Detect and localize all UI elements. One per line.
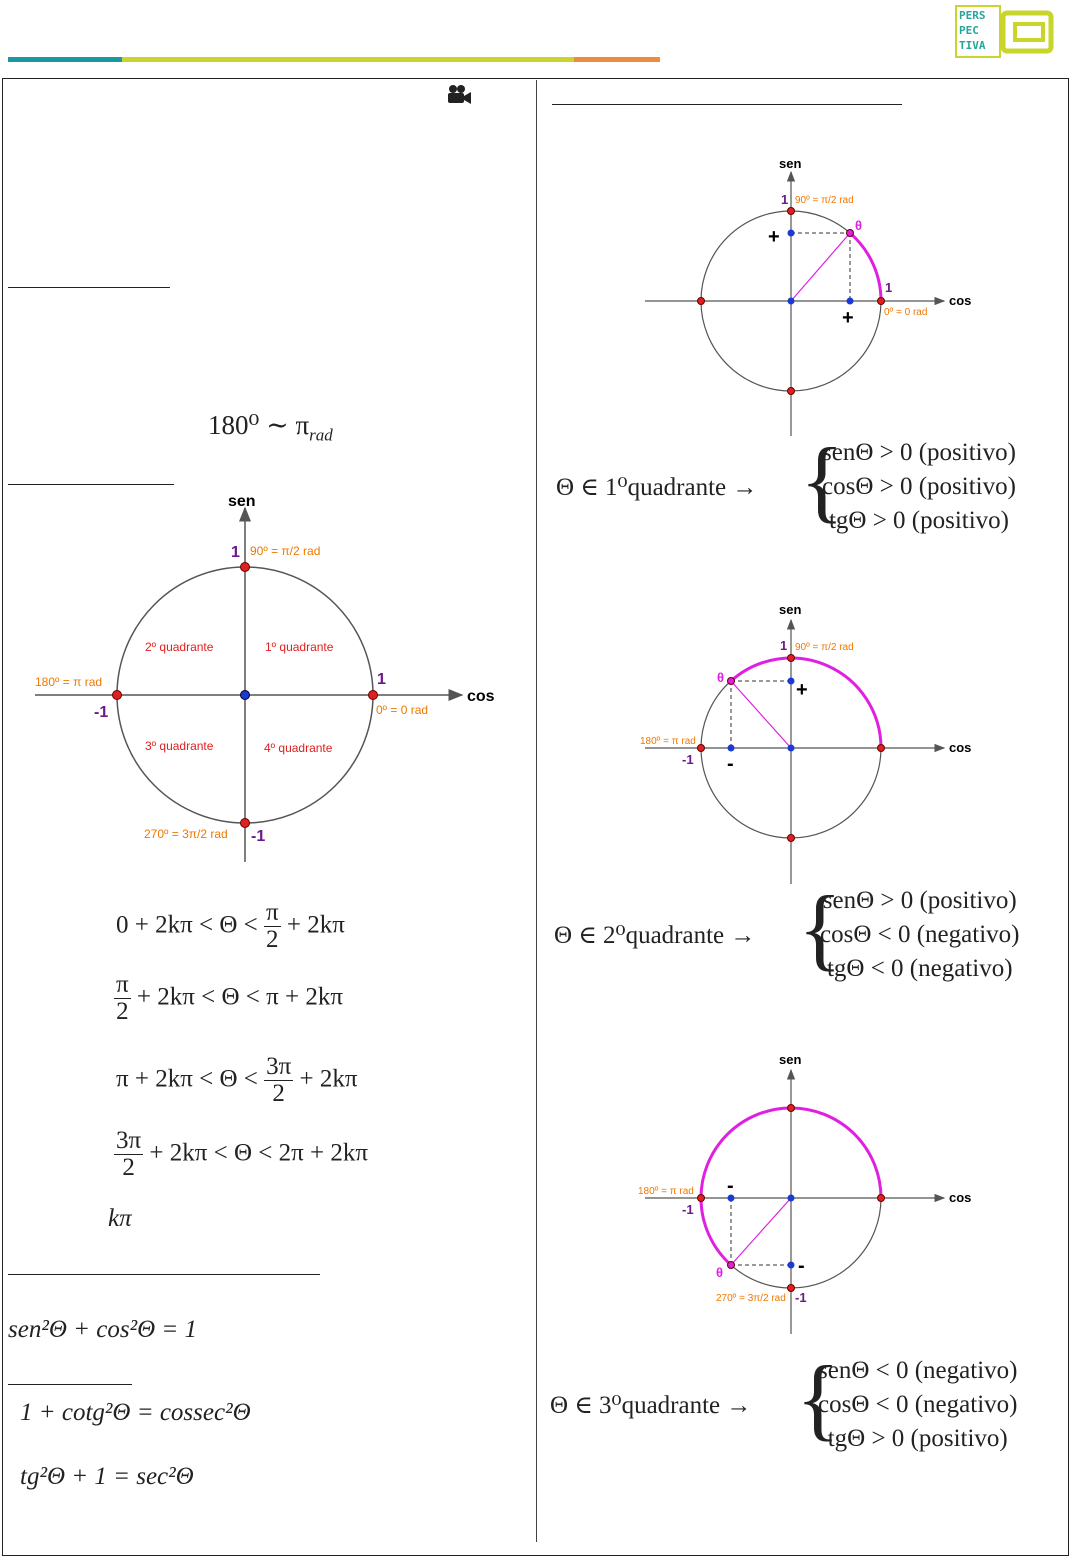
perspectiva-logo [955, 5, 1055, 59]
c2-minus-x: - [727, 753, 734, 775]
label-180: 180º = π rad [35, 675, 103, 689]
ineq4-b: + 2kπ < Θ < 2π + 2kπ [149, 1139, 368, 1167]
header-bar-orange [574, 57, 660, 62]
ineq1-num: π [265, 899, 279, 926]
c2-plus-y: + [796, 679, 808, 701]
q3-rows [818, 1354, 1017, 1456]
minus-one-left-label: -1 [94, 704, 109, 721]
one-right-label: 1 [377, 671, 386, 688]
label-0: 0º = 0 rad [376, 703, 429, 717]
c2-minus-one: -1 [682, 752, 694, 767]
ineq4-num: 3π [116, 1127, 142, 1154]
ineq4-frac [114, 1128, 143, 1182]
c2-sen: sen [779, 602, 802, 617]
underline-4 [8, 1384, 132, 1385]
circle-second-quadrant [636, 598, 980, 888]
label-270: 270º = 3π/2 rad [144, 827, 228, 841]
q3-row-sen: senΘ < 0 (negativo) [818, 1357, 1018, 1384]
label-90: 90º = π/2 rad [250, 544, 321, 558]
point-180 [113, 691, 122, 700]
ineq2-num: π [116, 971, 129, 998]
underline-3 [8, 1274, 320, 1275]
quadrant-1-signs [556, 429, 1066, 546]
c1-plus-y: + [768, 226, 780, 248]
ineq3-b: + 2kπ [299, 1065, 358, 1093]
inequality-q2 [114, 972, 343, 1026]
inequality-q1 [116, 900, 345, 954]
c1-one-top: 1 [781, 192, 789, 207]
c1-cos: cos [949, 293, 972, 308]
c2-label-180: 180º = π rad [640, 736, 696, 747]
k-pi-text: kπ [108, 1205, 132, 1232]
c3-minus-one-bottom: -1 [795, 1290, 807, 1305]
identity-cotg: 1 + cotg²Θ = cossec²Θ [20, 1399, 251, 1426]
q2-row-sen: senΘ > 0 (positivo) [822, 887, 1017, 914]
q2-brace: { [798, 877, 843, 979]
c1-label-90: 90º = π/2 rad [795, 195, 854, 206]
formula-equiv-text: 180⁰ ∼ π [208, 410, 310, 440]
ineq2-b: + 2kπ < Θ < π + 2kπ [136, 983, 343, 1011]
q1-rows [822, 436, 1016, 538]
c2-theta: θ [717, 670, 725, 685]
q2-row-cos: cosΘ < 0 (negativo) [820, 921, 1020, 948]
underline-right-title [552, 104, 902, 105]
point-270 [241, 819, 250, 828]
c3-minus-y: - [798, 1255, 805, 1277]
quadrant-4-label: 4º quadrante [264, 741, 333, 755]
inequality-q3 [116, 1054, 357, 1108]
inequality-q4 [114, 1128, 368, 1182]
c1-label-0: 0º = 0 rad [884, 307, 928, 318]
formula-equiv-sub: rad [309, 425, 333, 445]
c1-one-right: 1 [885, 280, 893, 295]
c3-minus-one-left: -1 [682, 1202, 694, 1217]
ineq2-frac [114, 972, 131, 1026]
c3-minus-x: - [727, 1175, 734, 1197]
circle-first-quadrant [640, 150, 980, 440]
underline-2 [8, 484, 174, 485]
q2-lhs: Θ ∈ 2⁰quadrante → [554, 922, 756, 949]
header-bar-lime [122, 57, 574, 62]
q1-row-sen: senΘ > 0 (positivo) [822, 439, 1016, 466]
ineq3-num: 3π [266, 1053, 292, 1080]
quadrant-3-signs [550, 1347, 1066, 1464]
ineq3-den: 2 [272, 1080, 285, 1108]
ineq3-a: π + 2kπ < Θ < [116, 1065, 258, 1093]
underline-1 [8, 287, 170, 288]
fundamental-identity: sen²Θ + cos²Θ = 1 [8, 1316, 197, 1343]
logo-text: PERS PEC TIVA [959, 9, 986, 52]
ineq3-frac [264, 1054, 293, 1108]
header-bar-teal [8, 57, 122, 62]
quadrant-1-label: 1º quadrante [265, 640, 334, 654]
ineq1-b: + 2kπ [286, 911, 345, 939]
minus-one-bottom-label: -1 [251, 828, 266, 845]
q1-row-cos: cosΘ > 0 (positivo) [822, 473, 1016, 500]
ineq2-den: 2 [116, 998, 129, 1026]
q3-lhs: Θ ∈ 3⁰quadrante → [550, 1392, 752, 1419]
degree-radian-formula [208, 410, 333, 445]
axis-sen-label: sen [228, 493, 256, 510]
q2-rows [820, 884, 1019, 986]
c2-one-top: 1 [780, 638, 788, 653]
q1-lhs: Θ ∈ 1⁰quadrante → [556, 474, 758, 501]
c3-label-180: 180º = π rad [638, 1186, 694, 1197]
quadrant-3-label: 3º quadrante [145, 739, 214, 753]
point-origin [241, 691, 250, 700]
quadrant-2-label: 2º quadrante [145, 640, 214, 654]
q3-brace: { [796, 1347, 841, 1449]
q1-brace: { [800, 429, 845, 531]
c3-cos: cos [949, 1190, 972, 1205]
ineq1-a: 0 + 2kπ < Θ < [116, 911, 258, 939]
q3-row-cos: cosΘ < 0 (negativo) [818, 1391, 1018, 1418]
q3-row-tg: tgΘ > 0 (positivo) [827, 1425, 1008, 1452]
point-90 [241, 563, 250, 572]
c1-plus-x: + [842, 307, 854, 329]
unit-circle-quadrants [30, 488, 510, 878]
quadrant-2-signs [554, 877, 1066, 994]
q1-row-tg: tgΘ > 0 (positivo) [828, 507, 1010, 534]
page-header [0, 0, 1073, 80]
identity-tg: tg²Θ + 1 = sec²Θ [20, 1463, 194, 1490]
c3-label-270: 270º = 3π/2 rad [716, 1293, 786, 1304]
c1-sen: sen [779, 156, 802, 171]
video-camera-icon [446, 84, 472, 106]
ineq1-den: 2 [266, 926, 279, 954]
c2-cos: cos [949, 740, 972, 755]
ineq1-frac [264, 900, 281, 954]
c1-theta: θ [855, 218, 863, 233]
c3-theta: θ [716, 1265, 724, 1280]
point-0 [369, 691, 378, 700]
circle-third-quadrant [636, 1048, 980, 1338]
ineq4-den: 2 [122, 1154, 135, 1182]
q2-row-tg: tgΘ < 0 (negativo) [826, 955, 1013, 982]
c3-sen: sen [779, 1052, 802, 1067]
axis-cos-label: cos [467, 688, 495, 705]
column-divider [536, 80, 537, 1542]
one-top-label: 1 [231, 544, 240, 561]
c2-label-90: 90º = π/2 rad [795, 642, 854, 653]
